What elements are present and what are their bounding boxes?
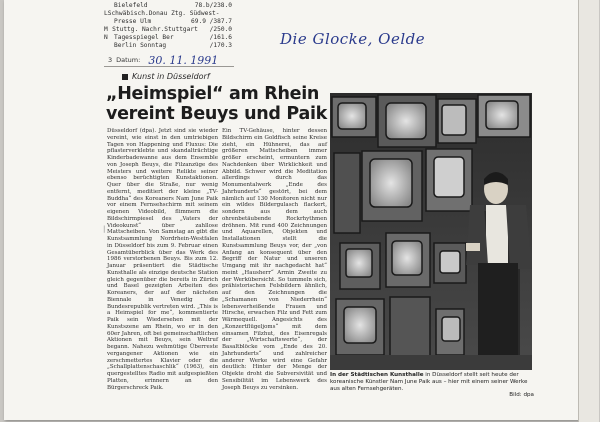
handwritten-source-note: Die Glocke, Oelde — [280, 30, 426, 48]
stamp-row — [104, 2, 232, 10]
stamp-value: /161.6 — [209, 34, 232, 42]
stamp-name: Tagesspiegel Ber — [114, 34, 174, 42]
handwritten-date: 30. 11. 1991 — [148, 53, 219, 67]
stamp-letter — [104, 42, 114, 50]
photo-caption — [330, 372, 534, 399]
stamp-letter: N — [104, 34, 108, 42]
article-headline: „Heimspiel“ am Rhein vereint Beuys und Paik — [106, 84, 328, 124]
stamp-name: Bielefeld — [114, 2, 148, 9]
stamp-name: Berlin Sonntag — [114, 42, 167, 50]
kicker-text: Kunst in Düsseldorf — [132, 72, 210, 81]
stamp-letter — [104, 18, 114, 26]
stamp-row — [104, 34, 232, 42]
kicker-square-icon — [122, 74, 128, 80]
stamp-row — [104, 26, 232, 34]
stamp-value: /250.0 — [209, 26, 232, 34]
stamp-value: 69.9 /387.7 — [191, 18, 232, 26]
newspaper-clipping-sheet — [4, 0, 590, 420]
caption-text: in Düsseldorf stellt seit heute der koreanische Künstler Nam June Paik aus – hier mit einem seiner Werke aus alten Fernsehgeräten. — [330, 372, 528, 392]
article-column-2: Ein TV-Gehäuse, hinter dessen Bildschirm ein Goldfisch seine Kreise zieht, ein Hühnerei, das auf größeren Mattscheiben immer größer erscheint, ermuntern zum Nachdenken über Wirklichkeit und Abbild. Schwer wird die Meditation allerdings durch das Monumentalwerk „Ende des Jahrhunderts“ gestört, bei dem nämlich auf 130 Monitoren nicht nur ein wildes Bildergulasch flackert, sondern aus dem auch ohrenbetäubende Rockrhythmen dröhnen. Mit rund 400 Zeichnungen und Aquarellen, Objekten und Installationen stellt die Kunstsammlung Beuys vor, der „von Anfang an konsequent über den Begriff der Natur und unseren Umgang mit ihr nachgedacht hat“ meint „Hausherr“ Armin Zweite zu der Werkübersicht. So tummeln sich, prähistorischen Felsbildern ähnlich, auf den Zeichnungen die „Schamanen von Niederrhein“ lebensverheißende Frauen und Hirsche, erwachen Filz und Fett zum Wärmequell. Angesichts des „Konzertflügeljoms“ mit dem einsamen Filzhut, des Eisenregals der „Wirtschaftswerte“, der Basaltblöcke vom „Ende des 20. Jahrhunderts“ und zahlreicher anderer Werke wird eine Gefahr deutlich: Hinter der Menge der Objekte droht die Subversivität und Sensibilität im Lebenswerk des Joseph Beuys zu versinken. — [222, 128, 327, 391]
stamp-row — [104, 10, 232, 18]
stamp-value — [220, 10, 233, 18]
stamp-name: Stuttg. Nachr.Stuttgart — [112, 26, 198, 34]
margin-pencil-mark: | — [103, 225, 106, 233]
caption-lead: In der Städtischen Kunsthalle — [330, 372, 424, 378]
article-column-1: Düsseldorf (dpa). Jetzt sind sie wieder vereint, wie einst in den umtriebigen Tagen von Happening und Fluxus: Die pflasterverklebte und skandalträchtige Kinderbadewanne aus dem Ensemble von Joseph Beuys, die Filzanzüge des Meisters und weitere Relikte seiner ebenso berüchtigten Kunstaktionen. Quer über die Straße, nur wenig entfernt, meditiert der kleine „TV-Buddha“ des Koreaners Nam June Paik vor einem Fernsehschirm mit seinem eigenen Videobild, flimmern die Bildschirmpiesel des „Vaters der Videokunst“ über zahllose Mattscheiben. Von Samstag an gibt die Kunstsammlung Nordrhein-Westfalen in Düsseldorf bis zum 9. Februar einen Gesamtüberblick über das Werk des 1986 verstorbenen Beuys. Bis zum 12. Januar präsentiert die Städtische Kunsthalle als einzige deutsche Station gleich gegenüber die bereits in Zürich und Basel gezeigten Arbeiten des Koreaners, der auf der nächsten Biennale in Venedig die Bundesrepublik vertreten wird. „This is a Heimspiel for me“, kommentierte Paik sein Wiedersehen mit der Kunstszene am Rhein, wo er in den 60er Jahren, oft bei gemeinschaftlichen Aktionen mit Beuys, sein Weltruf begann. Nahezu wehmütige Überreste vergangener Aktionen wie ein zerschmettertes Klavier oder die „Schallplattenschaschlik“ (1963), ein quergestelltes Radio mit aufgespießten Platten, erinnern an den Bürgerschreck Paik. — [107, 128, 218, 391]
stamp-row — [104, 18, 232, 26]
stamp-name: Presse Ulm — [114, 18, 152, 26]
article-kicker — [122, 72, 210, 81]
date-label: Datum: — [116, 56, 141, 64]
date-number: 3 — [108, 56, 113, 64]
stamp-row — [104, 42, 232, 50]
underlying-page-edge — [578, 0, 599, 422]
stamp-value: 78.b/238.0 — [194, 2, 232, 9]
stamp-name: Schwäbisch.Donau Ztg. Südwest- — [107, 10, 220, 18]
press-archive-stamp — [104, 2, 232, 51]
stamp-divider — [104, 66, 234, 67]
stamp-value: /170.3 — [209, 42, 232, 50]
date-row — [108, 54, 232, 66]
stamp-letter — [104, 2, 114, 10]
stamp-letter: L — [104, 10, 108, 18]
photo-artist-with-tv-sculpture — [330, 93, 532, 370]
stamp-letter: M — [104, 26, 108, 34]
article-photo — [330, 93, 532, 370]
photo-credit: Bild: dpa — [509, 392, 534, 399]
